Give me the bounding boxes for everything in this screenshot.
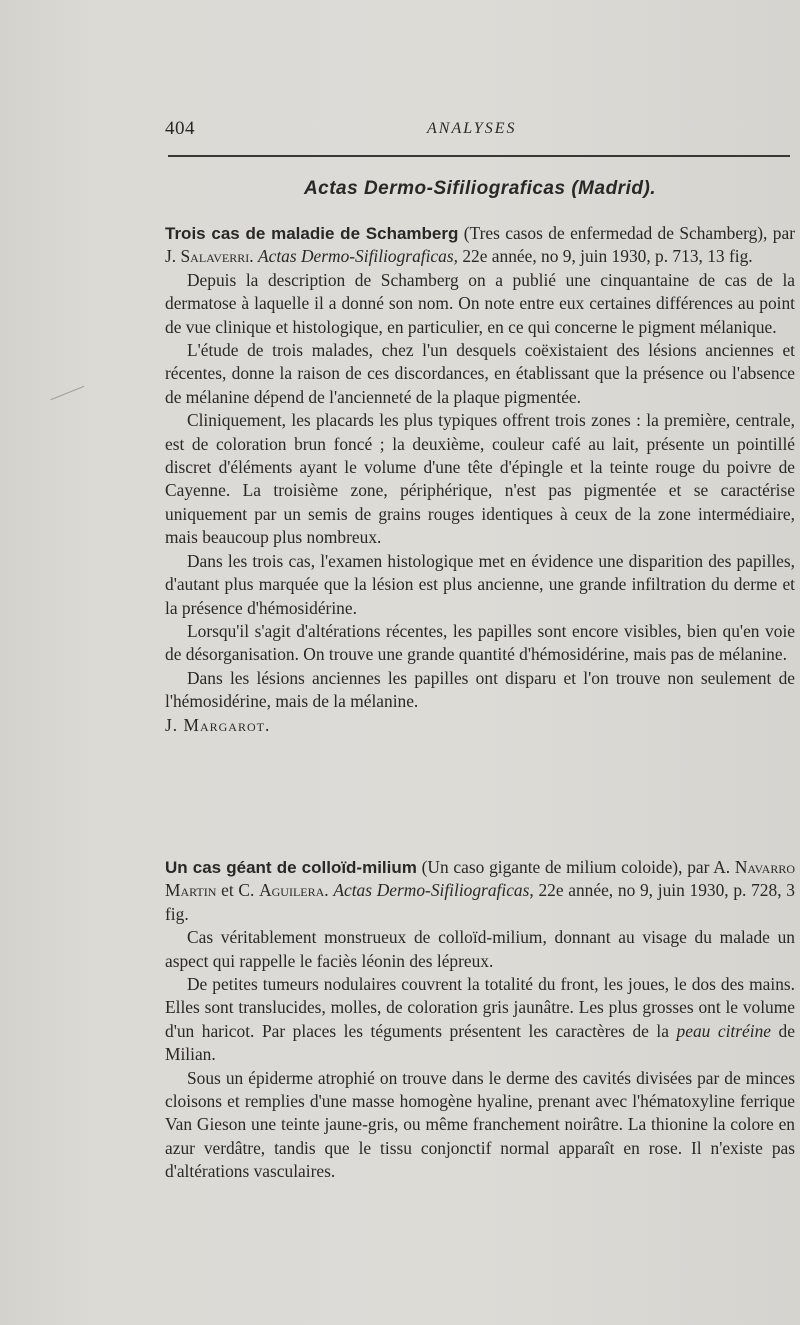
author-1-initial: A. (713, 857, 731, 877)
paragraph: Dans les lésions anciennes les papilles ont disparu et l'on trouve non seulement de l'hémosidérine, mais de la mélanine. (165, 667, 795, 712)
conjunction: et (221, 880, 234, 901)
paragraph-italic: peau citréine (676, 1020, 771, 1041)
journal-name: Actas Dermo-Sifiliograficas, (257, 246, 458, 267)
pencil-mark (51, 386, 90, 413)
article-heading (165, 222, 795, 269)
paragraph: Lorsqu'il s'agit d'altérations récentes, les papilles sont encore visibles, bien qu'en voie de désorganisation. On trouve une grande quantité d'hémosidérine, mais pas de mélanine. (165, 620, 795, 665)
paragraph: Cas véritablement monstrueux de colloïd-milium, donnant au visage du malade un aspect qui rappelle le faciès léonin des lépreux. (165, 927, 795, 971)
paragraph: L'étude de trois malades, chez l'un desquels coëxistaient des lésions anciennes et récentes, donne la raison de ces discordances, en établissant que la présence ou l'absence de mélanine dépend de l'ancienneté de la plaque pigmentée. (165, 340, 795, 407)
article-title: Un cas géant de colloïd-milium (165, 858, 417, 877)
article-colloid-milium (165, 856, 795, 1184)
journal-title: Actas Dermo-Sifiliograficas (Madrid). (303, 178, 657, 199)
article-heading (165, 856, 795, 926)
reference-details: 22e année, no 9, juin 1930, p. 728, 3 fig. (165, 880, 795, 924)
article-title: Trois cas de maladie de Schamberg (165, 224, 459, 243)
paragraph: Cliniquement, les placards les plus typiques offrent trois zones : la première, centrale, est de coloration brun foncé ; la deuxième, couleur café au lait, présente un pointillé discret d'éléments ayant le volume d'une tête d'épingle et la teinte rouge du poivre de Cayenne. La troisième zone, périphérique, n'est pas pigmentée et se caractérise uniquement par un semis de grains rouges identiques à ceux de la zone intermédiaire, mais beaucoup plus nombreux. (165, 410, 795, 548)
paragraph-text-end: de Milian. (165, 1020, 795, 1065)
author-initial: J. (165, 246, 177, 267)
article-schamberg (165, 222, 795, 737)
author-2-name: Aguilera. (259, 880, 329, 901)
signature-initial: J. (165, 714, 179, 735)
reference-details: 22e année, no 9, juin 1930, p. 713, 13 fig. (462, 246, 753, 267)
original-title: (Tres casos de enfermedad de Schamberg), par (463, 223, 795, 243)
paragraph-text: De petites tumeurs nodulaires couvrent la totalité du front, les joues, le dos des mains. Elles sont translucides, molles, de coloration gris jaunâtre. Les plus grosses ont le volume d'un haricot. Par places les téguments présentent les caractères de la (165, 974, 795, 1041)
paragraph: Sous un épiderme atrophié on trouve dans le derme des cavités divisées par de minces cloisons et remplies d'une masse homogène hyaline, prenant avec l'hématoxyline ferrique Van Gieson une teinte jaune-gris, ou même franchement noirâtre. La thionine la colore en azur verdâtre, tandis que le tissu conjonctif normal apparaît en rose. Il n'existe pas d'altérations vasculaires. (165, 1067, 795, 1182)
original-title: (Un caso gigante de milium coloide), par (421, 857, 710, 877)
author-name: Salaverri. (180, 246, 254, 267)
journal-name: Actas Dermo-Sifiliograficas, (333, 880, 534, 901)
author-2-initial: C. (238, 880, 255, 901)
signature-name: Margarot. (183, 714, 271, 735)
author-1-name: Navarro Martin (165, 857, 795, 901)
header-rule (168, 155, 790, 157)
page-number: 404 (165, 118, 195, 139)
running-head: ANALYSES (427, 120, 517, 137)
paragraph (165, 973, 795, 1067)
paragraph: Depuis la description de Schamberg on a publié une cinquantaine de cas de la dermatose à laquelle il a donné son nom. On note entre eux certaines différences au point de vue clinique et histologique, en particulier, en ce qui concerne le pigment mélanique. (165, 269, 795, 337)
page-header (165, 118, 795, 142)
signature (165, 714, 795, 737)
paragraph: Dans les trois cas, l'examen histologique met en évidence une disparition des papilles, d'autant plus marquée que la lésion est plus ancienne, une grande infiltration du derme et la présence d'hémosidérine. (165, 550, 795, 618)
